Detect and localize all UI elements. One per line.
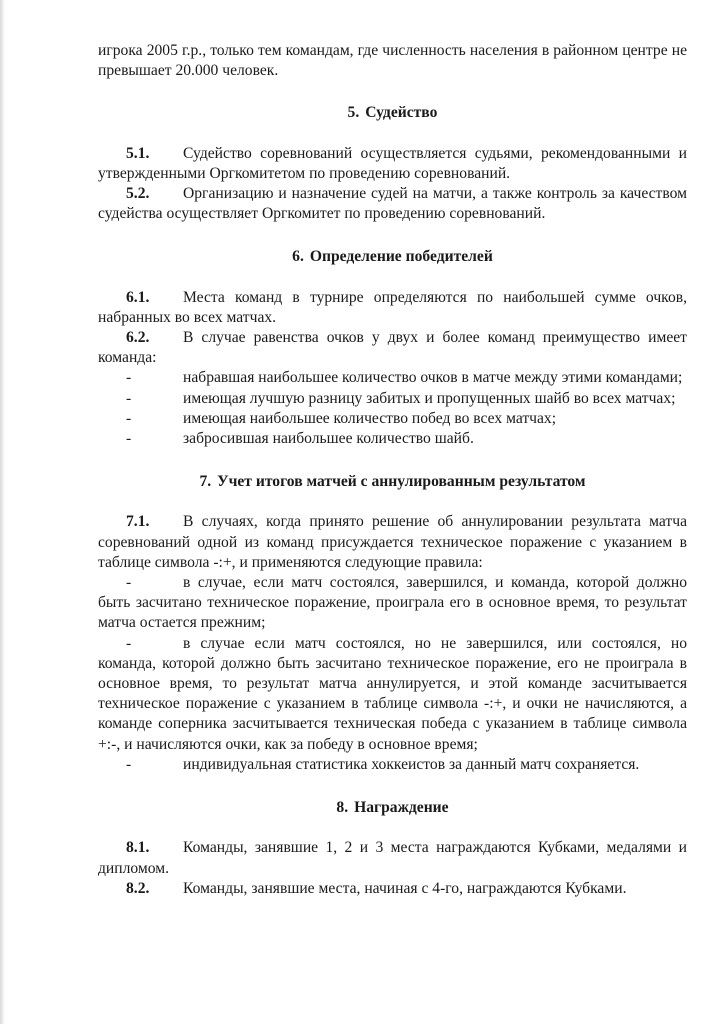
bullet-text: в случае если матч состоялся, но не завершился, или состоялся, но команда, которой должно быть засчитано техническое поражение, его не проиграла в основное время, то результат матча аннулируется, и этой команде засчитывается техническое поражение с указанием в таблице символа -:+, и очки не начисляются, а команде соперника засчитывается техническая победа с указанием в таблице символа +:-, и начисляются очки, как за победу в основное время; — [98, 634, 687, 753]
clause — [98, 144, 687, 184]
clause-text: В случаях, когда принято решение об аннулировании результата матча соревнований одной из команд присуждается техническое поражение с указанием в таблице символа -:+, и применяются следующие правила: — [98, 513, 687, 571]
clause — [98, 328, 687, 368]
bullet-item — [98, 755, 687, 775]
section-title: Судейство — [365, 104, 438, 122]
section-title: Учет итогов матчей с аннулированным результатом — [217, 473, 586, 491]
bullet-dash: - — [126, 409, 132, 427]
bullet-text: имеющая наибольшее количество побед во всех матчах; — [183, 409, 557, 427]
bullet-item — [98, 409, 687, 429]
bullet-item — [98, 429, 687, 449]
clause — [98, 184, 687, 224]
bullet-dash: - — [126, 755, 132, 773]
clause — [98, 838, 687, 878]
section-title: Определение победителей — [309, 248, 493, 266]
bullet-text: имеющая лучшую разницу забитых и пропущенных шайб во всех матчах; — [183, 389, 676, 407]
section-number: 7. — [199, 473, 212, 491]
clause-number: 8.2. — [126, 879, 150, 897]
section-7 — [98, 472, 687, 775]
section-6 — [98, 247, 687, 449]
clause-number: 6.2. — [126, 329, 150, 347]
bullet-item — [98, 389, 687, 409]
section-heading — [98, 103, 687, 123]
bullet-dash: - — [126, 430, 132, 448]
section-title: Награждение — [354, 799, 449, 817]
clause-number: 8.1. — [126, 839, 150, 857]
bullet-item — [98, 573, 687, 634]
clause-number: 5.2. — [126, 185, 150, 203]
clause-number: 5.1. — [126, 144, 150, 162]
bullet-dash: - — [126, 389, 132, 407]
bullet-text: набравшая наибольшее количество очков в матче между этими командами; — [183, 369, 683, 387]
clause-text: Судейство соревнований осуществляется судьями, рекомендованными и утвержденными Оргкомитетом по проведению соревнований. — [98, 144, 687, 182]
bullet-dash: - — [126, 369, 132, 387]
section-heading — [98, 472, 687, 492]
section-heading — [98, 798, 687, 818]
clause-text: Места команд в турнире определяются по наибольшей сумме очков, набранных во всех матчах. — [98, 288, 687, 326]
bullet-dash: - — [126, 634, 132, 652]
bullet-text: индивидуальная статистика хоккеистов за данный матч сохраняется. — [183, 755, 640, 773]
clause — [98, 512, 687, 573]
clause-number: 7.1. — [126, 513, 150, 531]
bullet-dash: - — [126, 574, 132, 592]
bullet-item — [98, 368, 687, 388]
section-8 — [98, 798, 687, 899]
bullet-text: в случае, если матч состоялся, завершился, и команда, которой должно быть засчитано техническое поражение, проиграла его в основное время, то результат матча остается прежним; — [98, 574, 687, 632]
bullet-item — [98, 634, 687, 755]
section-5 — [98, 103, 687, 224]
clause-text: В случае равенства очков у двух и более команд преимущество имеет команда: — [98, 329, 687, 367]
clause — [98, 288, 687, 328]
clause-number: 6.1. — [126, 288, 150, 306]
clause — [98, 879, 687, 899]
section-number: 8. — [336, 799, 349, 817]
section-number: 5. — [347, 104, 360, 122]
section-number: 6. — [292, 248, 304, 266]
clause-text: Организацию и назначение судей на матчи, а также контроль за качеством судейства осуществляет Оргкомитет по проведению соревнований. — [98, 185, 687, 223]
intro-paragraph: игрока 2005 г.р., только тем командам, где численность населения в районном центре не превышает 20.000 человек. — [98, 42, 687, 80]
clause-text: Команды, занявшие 1, 2 и 3 места награждаются Кубками, медалями и дипломом. — [98, 839, 687, 877]
bullet-text: забросившая наибольшее количество шайб. — [183, 430, 474, 448]
section-heading — [98, 247, 687, 267]
clause-text: Команды, занявшие места, начиная с 4-го, награждаются Кубками. — [183, 879, 627, 897]
